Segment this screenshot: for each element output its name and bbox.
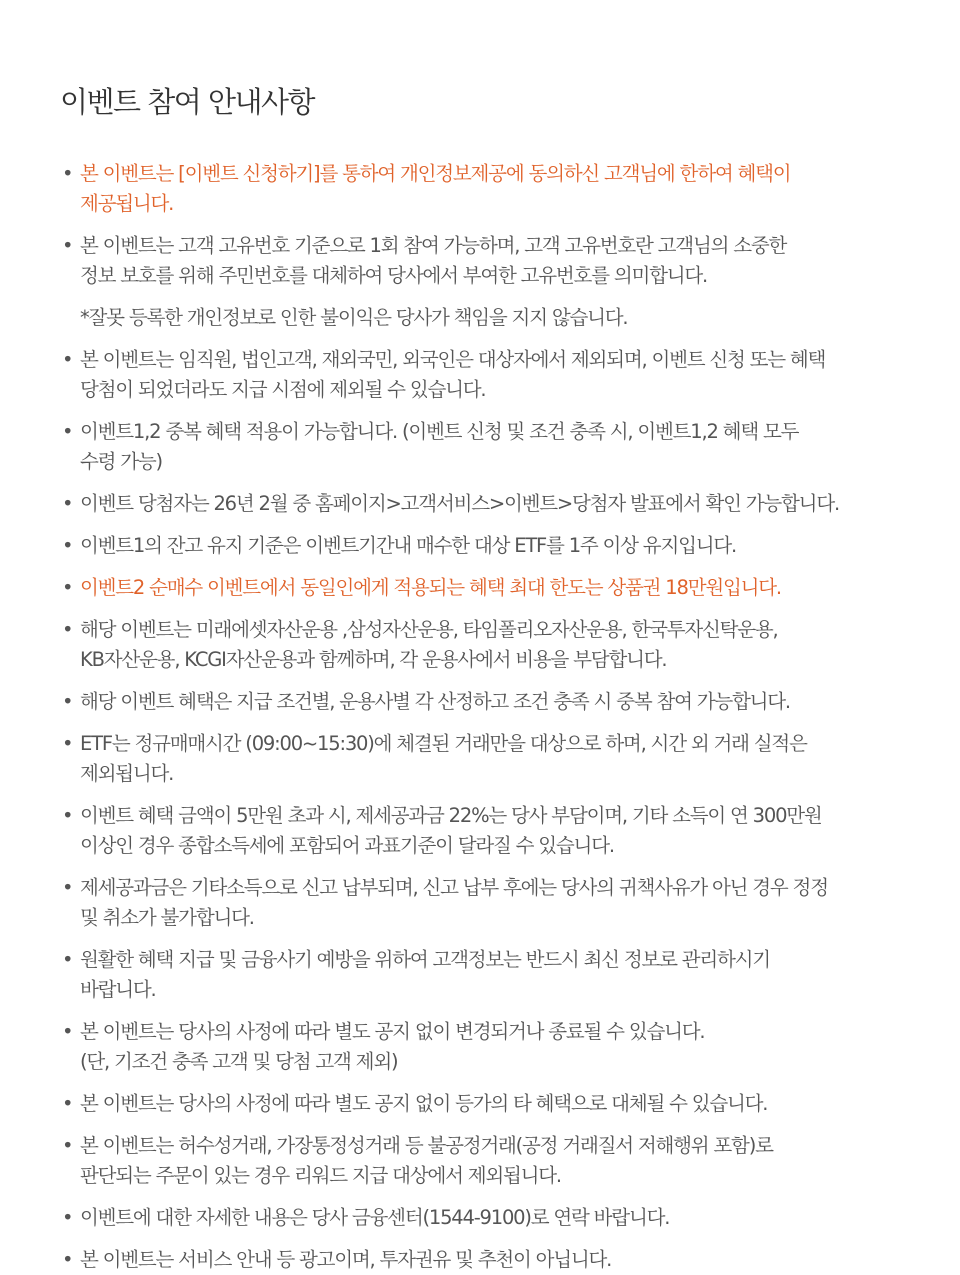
notice-text: 이벤트 당첨자는 26년 2월 중 홈페이지>고객서비스>이벤트>당첨자 발표에서 확인 가능합니다. [80, 492, 839, 515]
bullet-icon: • [62, 618, 73, 641]
bullet-icon: • [62, 732, 73, 755]
notice-item [60, 873, 920, 933]
bullet-icon: • [62, 420, 73, 443]
notice-item [60, 345, 920, 405]
notice-text: 해당 이벤트 혜택은 지급 조건별, 운용사별 각 산정하고 조건 충족 시 중복 참여 가능합니다. [80, 690, 790, 713]
bullet-icon: • [62, 1206, 73, 1229]
notice-item [60, 531, 920, 561]
notice-item [60, 231, 920, 291]
bullet-icon: • [62, 234, 73, 257]
notice-text: 본 이벤트는 당사의 사정에 따라 별도 공지 없이 변경되거나 종료될 수 있습니다. (단, 기조건 충족 고객 및 당첨 고객 제외) [80, 1020, 705, 1073]
notice-item [60, 417, 920, 477]
notice-item [60, 159, 920, 219]
notice-text: 본 이벤트는 허수성거래, 가장통정성거래 등 불공정거래(공정 거래질서 저해행위 포함)로 판단되는 주문이 있는 경우 리워드 지급 대상에서 제외됩니다. [80, 1134, 773, 1187]
notice-text: 이벤트2 순매수 이벤트에서 동일인에게 적용되는 혜택 최대 한도는 상품권 18만원입니다. [80, 576, 781, 599]
notice-text: 이벤트1의 잔고 유지 기준은 이벤트기간내 매수한 대상 ETF를 1주 이상 유지입니다. [80, 534, 736, 557]
bullet-icon: • [62, 690, 73, 713]
notice-item [60, 729, 920, 789]
bullet-icon: • [62, 1020, 73, 1043]
page-title: 이벤트 참여 안내사항 [60, 85, 315, 119]
bullet-icon: • [62, 1248, 73, 1271]
bullet-icon: • [62, 804, 73, 827]
notice-text: 이벤트1,2 중복 혜택 적용이 가능합니다. (이벤트 신청 및 조건 충족 시, 이벤트1,2 혜택 모두 수령 가능) [80, 420, 799, 473]
notice-item [60, 1203, 920, 1233]
notice-sub-note [60, 303, 920, 333]
notice-text: 본 이벤트는 고객 고유번호 기준으로 1회 참여 가능하며, 고객 고유번호란 고객님의 소중한 정보 보호를 위해 주민번호를 대체하여 당사에서 부여한 고유번호를 의미합니다. [80, 234, 787, 287]
bullet-icon: • [62, 948, 73, 971]
notice-text: 본 이벤트는 [이벤트 신청하기]를 통하여 개인정보제공에 동의하신 고객님에 한하여 혜택이 제공됩니다. [80, 162, 791, 215]
bullet-icon: • [62, 348, 73, 371]
notice-text: 본 이벤트는 당사의 사정에 따라 별도 공지 없이 등가의 타 혜택으로 대체될 수 있습니다. [80, 1092, 768, 1115]
bullet-icon: • [62, 534, 73, 557]
notice-item [60, 1089, 920, 1119]
bullet-icon: • [62, 492, 73, 515]
notice-text: 해당 이벤트는 미래에셋자산운용 ,삼성자산운용, 타임폴리오자산운용, 한국투자신탁운용, KB자산운용, KCGI자산운용과 함께하며, 각 운용사에서 비용을 부담합니다. [80, 618, 778, 671]
notice-text: ETF는 정규매매시간 (09:00~15:30)에 체결된 거래만을 대상으로 하며, 시간 외 거래 실적은 제외됩니다. [80, 732, 807, 785]
notice-item [60, 801, 920, 861]
bullet-icon: • [62, 1134, 73, 1157]
notice-text: 이벤트에 대한 자세한 내용은 당사 금융센터(1544-9100)로 연락 바랍니다. [80, 1206, 670, 1229]
notice-item [60, 489, 920, 519]
notice-item [60, 615, 920, 675]
notice-text: *잘못 등록한 개인정보로 인한 불이익은 당사가 책임을 지지 않습니다. [80, 306, 628, 329]
notice-text: 이벤트 혜택 금액이 5만원 초과 시, 제세공과금 22%는 당사 부담이며, 기타 소득이 연 300만원 이상인 경우 종합소득세에 포함되어 과표기준이 달라질 수 있습니다. [80, 804, 822, 857]
notice-item [60, 1131, 920, 1191]
notice-item [60, 687, 920, 717]
notice-list [60, 159, 920, 1275]
notice-item [60, 573, 920, 603]
notice-text: 본 이벤트는 임직원, 법인고객, 재외국민, 외국인은 대상자에서 제외되며, 이벤트 신청 또는 혜택 당첨이 되었더라도 지급 시점에 제외될 수 있습니다. [80, 348, 826, 401]
bullet-icon: • [62, 876, 73, 899]
bullet-icon: • [62, 162, 73, 185]
notice-item [60, 1017, 920, 1077]
notice-item [60, 945, 920, 1005]
bullet-icon: • [62, 1092, 73, 1115]
notice-text: 제세공과금은 기타소득으로 신고 납부되며, 신고 납부 후에는 당사의 귀책사유가 아닌 경우 정정 및 취소가 불가합니다. [80, 876, 828, 929]
notice-text: 원활한 혜택 지급 및 금융사기 예방을 위하여 고객정보는 반드시 최신 정보로 관리하시기 바랍니다. [80, 948, 770, 1001]
bullet-icon: • [62, 576, 73, 599]
notice-item [60, 1245, 920, 1275]
notice-text: 본 이벤트는 서비스 안내 등 광고이며, 투자권유 및 추천이 아닙니다. [80, 1248, 612, 1271]
